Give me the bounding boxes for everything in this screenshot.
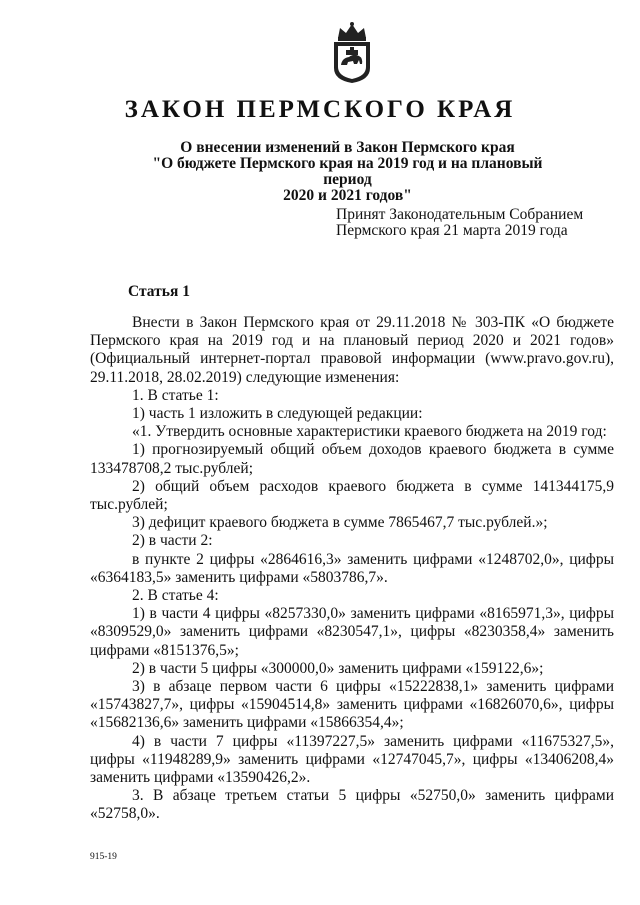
paragraph: 2. В статье 4:: [132, 587, 219, 605]
paragraph: Внести в Закон Пермского края от 29.11.2018 № 303-ПК «О бюджете Пермского края на 2019 год и на плановый период 2020 и 2021 годов» (Официальный интернет-портал правовой информации (www.pravo.gov.ru), 29.11.2018, 28.02.2019) следующие изменения:: [90, 314, 614, 386]
subject-line: 2020 и 2021 годов": [283, 187, 412, 204]
subject-line: О внесении изменений в Закон Пермского края: [180, 139, 515, 156]
adoption-line: Пермского края 21 марта 2019 года: [336, 222, 568, 239]
paragraph: «1. Утвердить основные характеристики краевого бюджета на 2019 год:: [132, 423, 607, 441]
perm-krai-coat-of-arms-icon: [330, 20, 374, 84]
paragraph: 3. В абзаце третьем статьи 5 цифры «52750,0» заменить цифрами «52758,0».: [90, 787, 614, 823]
paragraph: в пункте 2 цифры «2864616,3» заменить цифрами «1248702,0», цифры «6364183,5» заменить цифрами «5803786,7».: [90, 550, 614, 586]
paragraph: 3) в абзаце первом части 6 цифры «15222838,1» заменить цифрами «15743827,7», цифры «15904514,8» заменить цифрами «16826070,6», цифры «15682136,6» заменить цифрами «15866354,4»;: [90, 678, 614, 732]
adoption-note: [336, 207, 583, 239]
paragraph: 1) часть 1 изложить в следующей редакции:: [132, 405, 423, 423]
paragraph: 3) дефицит краевого бюджета в сумме 7865467,7 тыс.рублей.»;: [132, 514, 548, 532]
paragraph: 2) в части 5 цифры «300000,0» заменить цифрами «159122,6»;: [132, 659, 544, 677]
article-heading: Статья 1: [128, 283, 190, 300]
paragraph: 1) прогнозируемый общий объем доходов краевого бюджета в сумме 133478708,2 тыс.рублей;: [90, 441, 614, 477]
law-subject: [150, 140, 545, 204]
subject-line: "О бюджете Пермского края на 2019 год и на плановый период: [152, 155, 543, 188]
law-title: ЗАКОН ПЕРМСКОГО КРАЯ: [124, 96, 516, 123]
adoption-line: Принят Законодательным Собранием: [336, 206, 584, 223]
document-code: 915-19: [90, 852, 117, 862]
article-body: [90, 314, 614, 824]
paragraph: 2) общий объем расходов краевого бюджета в сумме 141344175,9 тыс.рублей;: [90, 477, 614, 514]
paragraph: 1. В статье 1:: [132, 386, 219, 404]
paragraph: 2) в части 2:: [132, 532, 213, 550]
paragraph: 1) в части 4 цифры «8257330,0» заменить цифрами «8165971,3», цифры «8309529,0» заменить цифрами «8230547,1», цифры «8230358,4» заменить цифрами «8151376,5»;: [90, 605, 614, 659]
paragraph: 4) в части 7 цифры «11397227,5» заменить цифрами «11675327,5», цифры «11948289,9» заменить цифрами «12747045,7», цифры «13406208,4» заменить цифрами «13590426,2».: [90, 732, 614, 787]
